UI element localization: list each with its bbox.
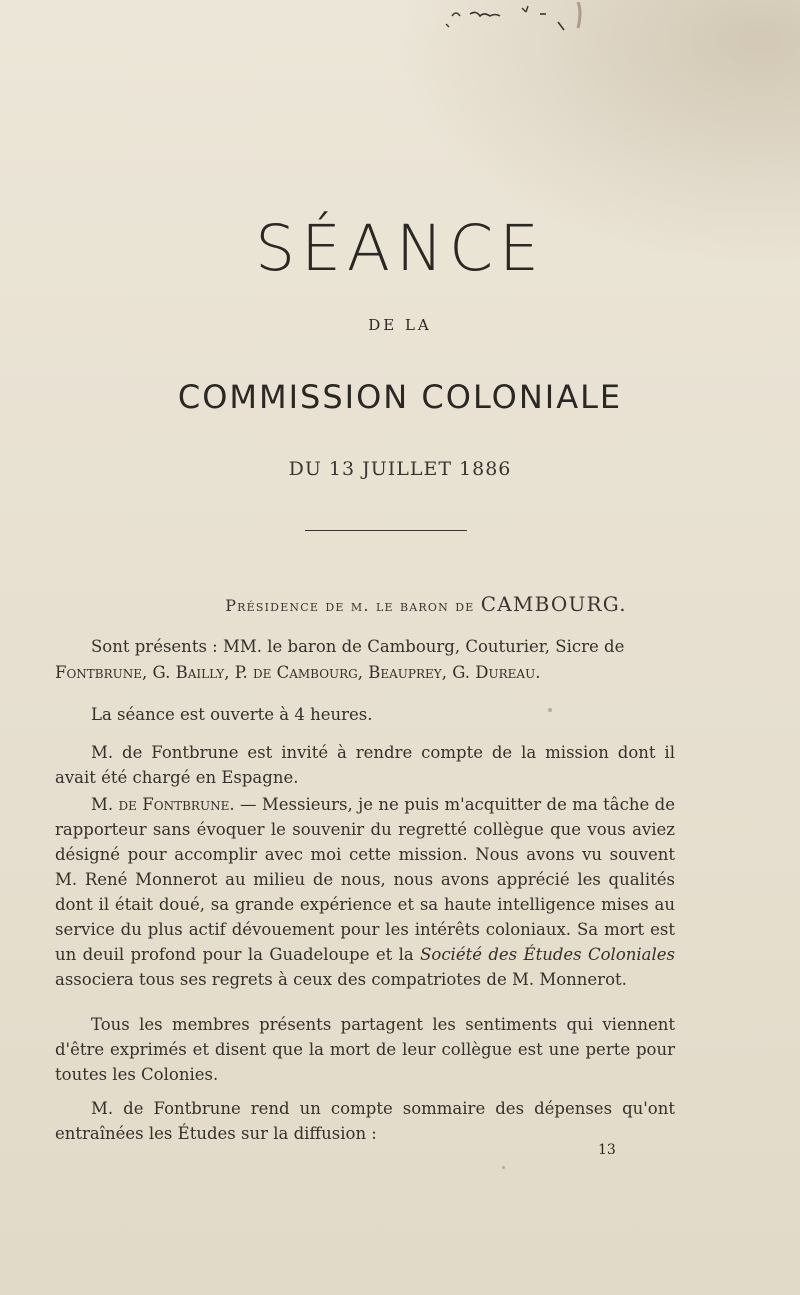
top-ink-marks xyxy=(440,2,600,42)
ouverture-paragraph: La séance est ouverte à 4 heures. xyxy=(91,705,373,724)
presidence-name: CAMBOURG. xyxy=(480,592,627,616)
paper-speck xyxy=(548,708,552,712)
presents-line-2: Fontbrune, G. Bailly, P. de Cambourg, Beauprey, G. Dureau. xyxy=(55,663,541,682)
page-number: 13 xyxy=(598,1142,616,1158)
speaker-name: M. de Fontbrune. xyxy=(91,795,235,814)
commission-title: COMMISSION COLONIALE xyxy=(177,378,623,416)
title-de-la: DE LA xyxy=(368,316,432,334)
page-title: SÉANCE xyxy=(255,212,545,285)
speech-text-2: associera tous ses regrets à ceux des compatriotes de M. Monnerot. xyxy=(55,970,627,989)
divider-rule xyxy=(305,530,467,531)
presents-line-1: Sont présents : MM. le baron de Cambourg, Couturier, Sicre de xyxy=(91,637,625,656)
session-date: DU 13 JUILLET 1886 xyxy=(288,458,512,480)
presidence-line xyxy=(0,592,800,616)
invite-paragraph: M. de Fontbrune est invité à rendre compte de la mission dont il avait été chargé en Espagne. xyxy=(55,743,675,787)
paper-speck xyxy=(502,1166,505,1169)
speech-paragraph xyxy=(55,792,675,992)
presidence-prefix: Présidence de m. le baron de xyxy=(225,596,481,615)
society-name: Société des Études Coloniales xyxy=(420,945,676,964)
membres-paragraph: Tous les membres présents partagent les sentiments qui viennent d'être exprimés et disent que la mort de leur collègue est une perte pour toutes les Colonies. xyxy=(55,1015,675,1084)
speech-text-1: — Messieurs, je ne puis m'acquitter de ma tâche de rapporteur sans évoquer le souvenir du regretté collègue que vous aviez désigné pour accomplir avec moi cette mission. Nous avons vu souvent M. René Monnerot au milieu de nous, nous avons apprécié les qualités dont il était doué, sa grande expérience et sa haute intelligence mises au service du plus actif dévouement pour les intérêts coloniaux. Sa mort est un deuil profond pour la Guadeloupe et la xyxy=(55,795,675,964)
compte-paragraph: M. de Fontbrune rend un compte sommaire des dépenses qu'ont entraînées les Études sur la diffusion : xyxy=(55,1099,675,1143)
